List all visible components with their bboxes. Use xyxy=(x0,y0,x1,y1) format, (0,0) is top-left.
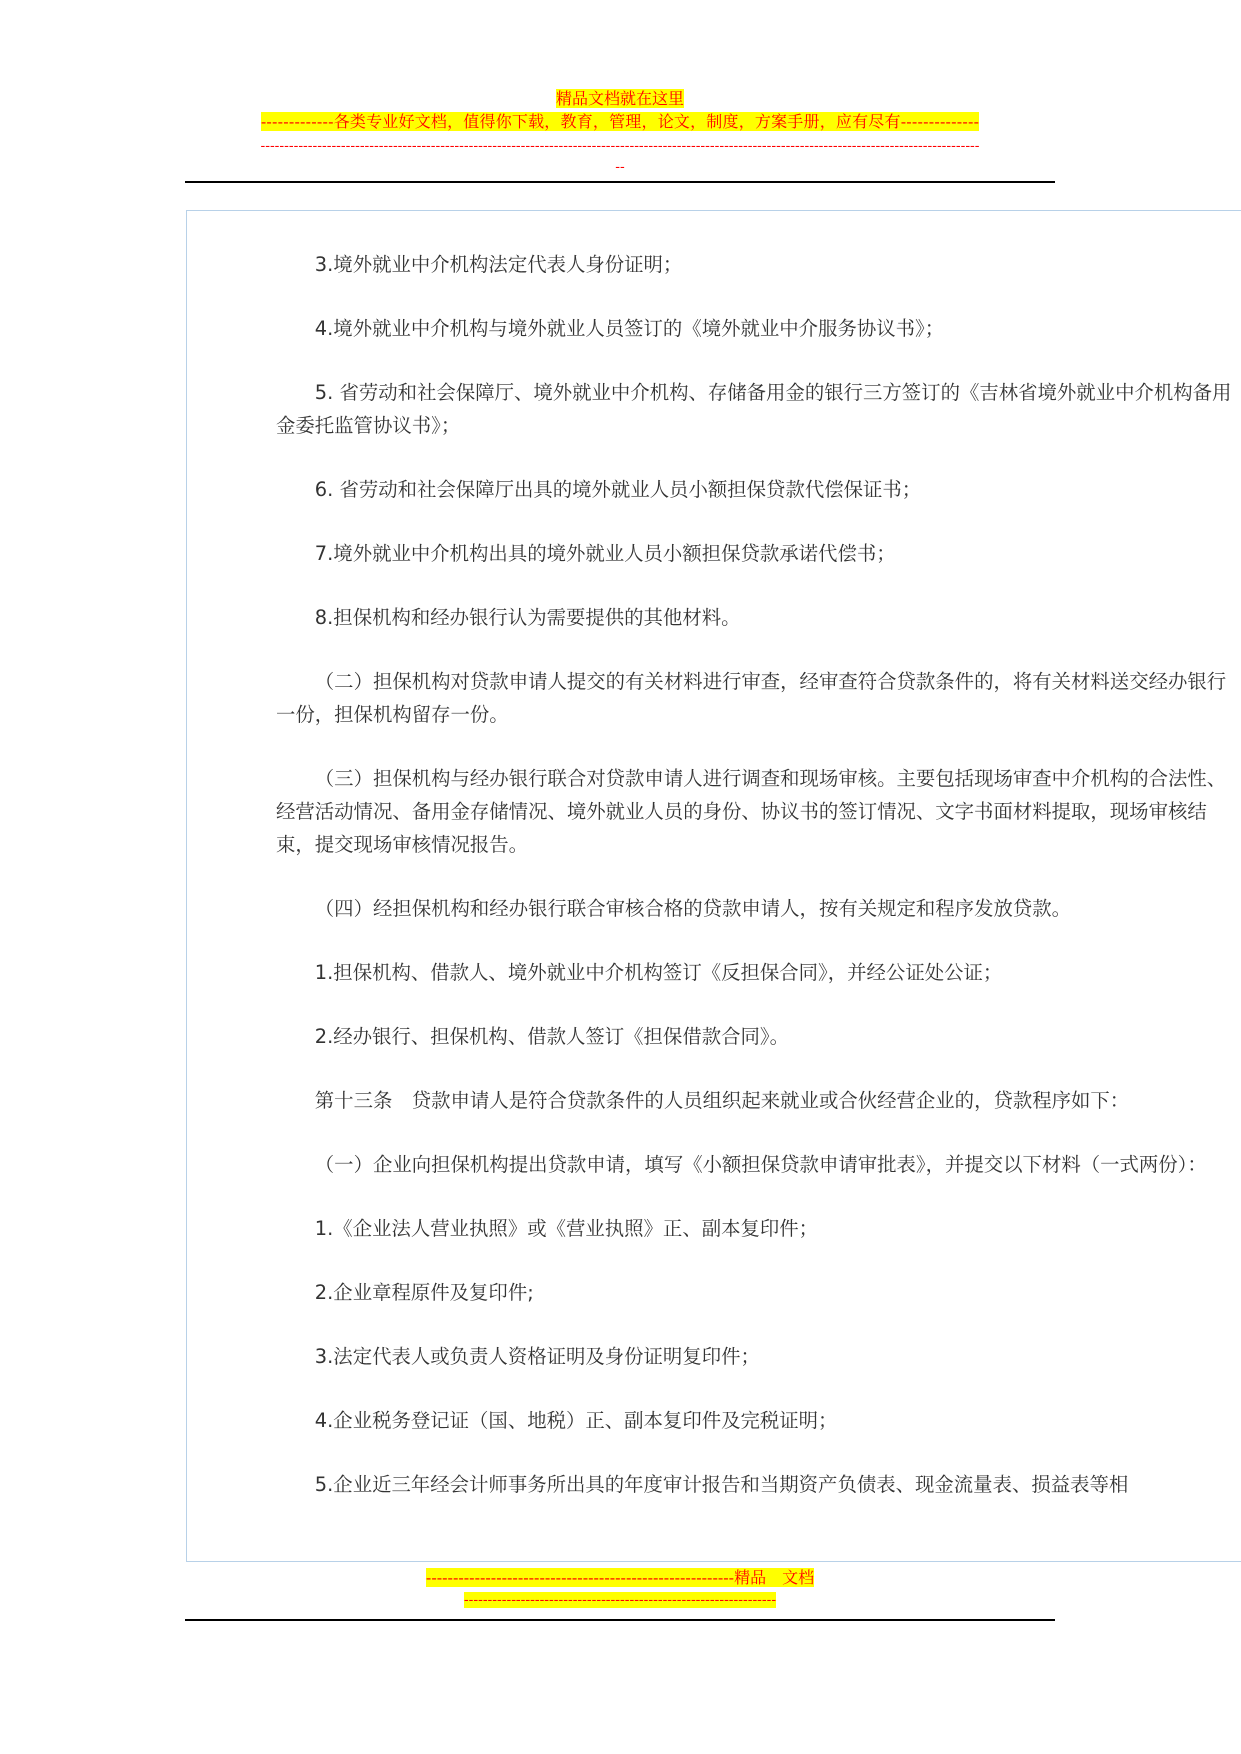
paragraph-step-2: 2.经办银行、担保机构、借款人签订《担保借款合同》。 xyxy=(314,1025,789,1048)
header-dash-line-tail: -- xyxy=(615,159,625,175)
header-title-line xyxy=(185,88,1055,110)
document-body xyxy=(276,248,1234,1501)
paragraph-material-4: 4.企业税务登记证（国、地税）正、副本复印件及完税证明； xyxy=(314,1409,838,1432)
paragraph-item-6: 6. 省劳动和社会保障厅出具的境外就业人员小额担保贷款代偿保证书； xyxy=(314,478,922,501)
paragraph-step-1: 1.担保机构、借款人、境外就业中介机构签订《反担保合同》，并经公证处公证； xyxy=(314,961,1003,984)
header-subtitle: -------------各类专业好文档，值得你下载，教育，管理，论文，制度，方案手册，应有尽有-------------- xyxy=(260,112,980,131)
paragraph-section-3: （三）担保机构与经办银行联合对贷款申请人进行调查和现场审核。主要包括现场审查中介机构的合法性、经营活动情况、备用金存储情况、境外就业人员的身份、协议书的签订情况、文字书面材料提取，现场审核结束，提交现场审核情况报告。 xyxy=(276,767,1227,856)
footer-label: ---------------------------------------------------------精品 文档 xyxy=(425,1568,815,1587)
header-subtitle-line xyxy=(185,111,1055,133)
paragraph-material-5: 5.企业近三年经会计师事务所出具的年度审计报告和当期资产负债表、现金流量表、损益表等相 xyxy=(314,1473,1129,1496)
paragraph-section-4: （四）经担保机构和经办银行联合审核合格的贷款申请人，按有关规定和程序发放贷款。 xyxy=(314,897,1072,920)
paragraph-section-1: （一）企业向担保机构提出贷款申请，填写《小额担保贷款申请审批表》，并提交以下材料（一式两份）： xyxy=(314,1153,1207,1176)
paragraph-section-2: （二）担保机构对贷款申请人提交的有关材料进行审查，经审查符合贷款条件的，将有关材料送交经办银行一份，担保机构留存一份。 xyxy=(276,670,1227,726)
paragraph-item-8: 8.担保机构和经办银行认为需要提供的其他材料。 xyxy=(314,606,741,629)
footer-divider xyxy=(185,1619,1055,1621)
paragraph-material-2: 2.企业章程原件及复印件; xyxy=(314,1281,534,1304)
header-title: 精品文档就在这里 xyxy=(555,89,684,108)
paragraph-material-3: 3.法定代表人或负责人资格证明及身份证明复印件； xyxy=(314,1345,760,1368)
paragraph-article-13: 第十三条 贷款申请人是符合贷款条件的人员组织起来就业或合伙经营企业的，贷款程序如下： xyxy=(314,1089,1130,1112)
paragraph-item-5: 5. 省劳动和社会保障厅、境外就业中介机构、存储备用金的银行三方签订的《吉林省境外就业中介机构备用金委托监管协议书》； xyxy=(276,381,1232,437)
paragraph-item-3: 3.境外就业中介机构法定代表人身份证明； xyxy=(314,253,683,276)
page-header xyxy=(185,88,1055,177)
footer-line-1 xyxy=(185,1567,1055,1589)
header-dash-line: -------------------------------------------------------------------------------------------------------------------------------------------------------- xyxy=(260,138,980,154)
footer-dash-line: ------------------------------------------------------------------ xyxy=(463,1592,777,1608)
page-footer xyxy=(185,1567,1055,1611)
paragraph-item-7: 7.境外就业中介机构出具的境外就业人员小额担保贷款承诺代偿书； xyxy=(314,542,896,565)
footer-line-2 xyxy=(185,1589,1055,1611)
paragraph-item-4: 4.境外就业中介机构与境外就业人员签订的《境外就业中介服务协议书》； xyxy=(314,317,945,340)
paragraph-material-1: 1.《企业法人营业执照》或《营业执照》正、副本复印件； xyxy=(314,1217,819,1240)
header-divider xyxy=(185,181,1055,183)
